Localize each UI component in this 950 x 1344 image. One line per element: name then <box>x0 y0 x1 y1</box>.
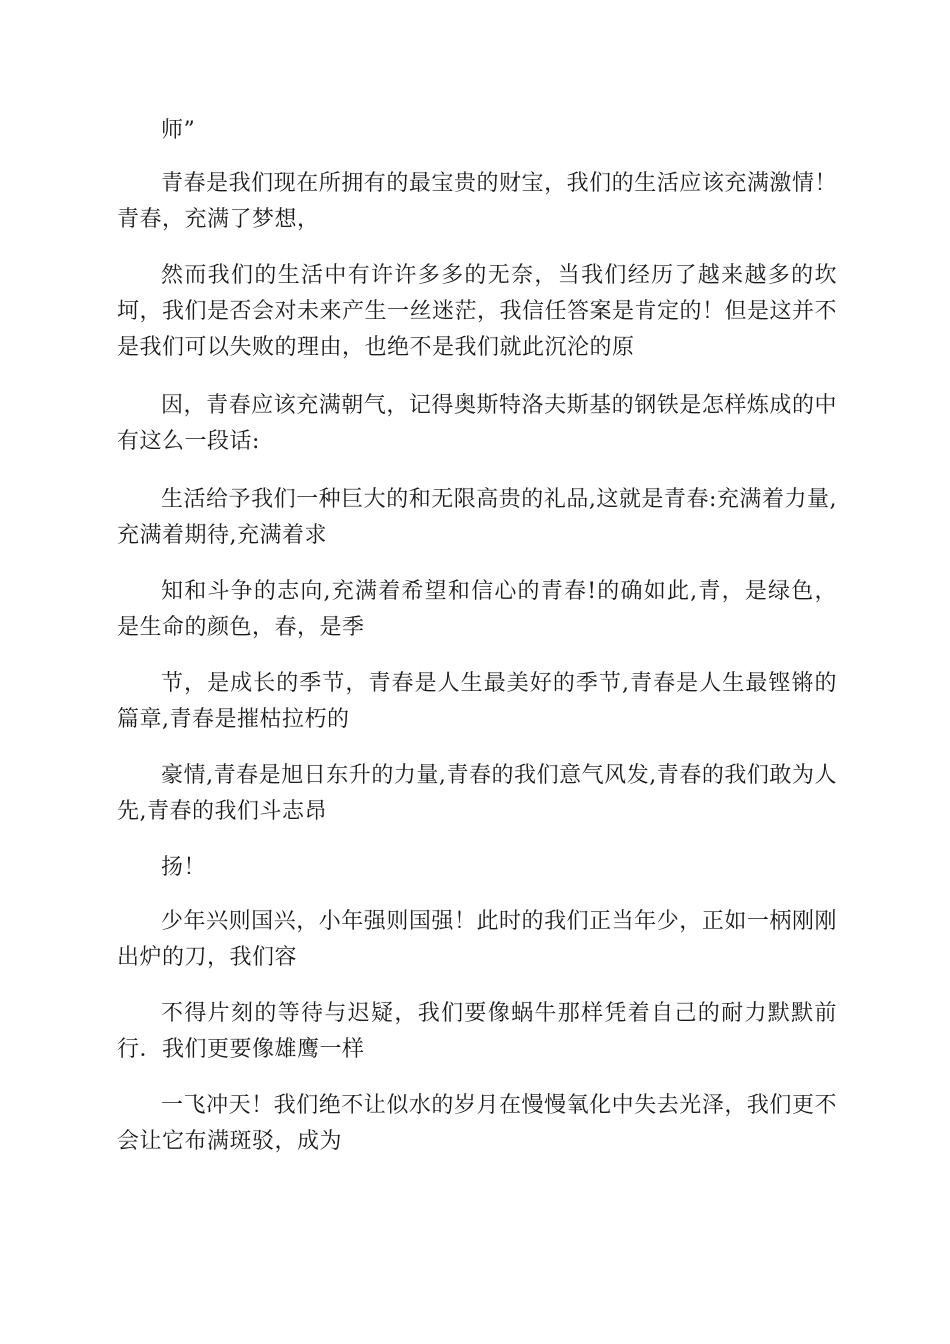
paragraph-6: 知和斗争的志向,充满着希望和信心的青春!的确如此,青，是绿色，是生命的颜色，春，是季 <box>117 579 837 640</box>
paragraph-10: 少年兴则国兴，小年强则国强！此时的我们正当年少，正如一柄刚刚出炉的刀，我们容 <box>117 909 837 970</box>
paragraph-9: 扬！ <box>161 855 207 880</box>
paragraph-2: 青春是我们现在所拥有的最宝贵的财宝，我们的生活应该充满激情！青春，充满了梦想， <box>117 171 837 232</box>
paragraph-7: 节，是成长的季节，青春是人生最美好的季节,青春是人生最铿锵的篇章,青春是摧枯拉朽的 <box>117 671 837 732</box>
paragraph-1: 师” <box>161 118 196 143</box>
paragraph-4: 因，青春应该充满朝气，记得奥斯特洛夫斯基的钢铁是怎样炼成的中有这么一段话: <box>117 393 837 454</box>
paragraph-3: 然而我们的生活中有许许多多的无奈，当我们经历了越来越多的坎坷，我们是否会对未来产生一丝迷茫，我信任答案是肯定的！但是这并不是我们可以失败的理由，也绝不是我们就此沉沦的原 <box>117 263 838 360</box>
paragraph-11: 不得片刻的等待与迟疑，我们要像蜗牛那样凭着自己的耐力默默前行．我们更要像雄鹰一样 <box>117 1001 837 1062</box>
paragraph-5: 生活给予我们一种巨大的和无限高贵的礼品,这就是青春:充满着力量,充满着期待,充满着求 <box>117 487 837 548</box>
paragraph-12: 一飞冲天！我们绝不让似水的岁月在慢慢氧化中失去光泽，我们更不会让它布满斑驳，成为 <box>117 1093 837 1154</box>
paragraph-8: 豪情,青春是旭日东升的力量,青春的我们意气风发,青春的我们敢为人先,青春的我们斗志昂 <box>117 763 837 824</box>
